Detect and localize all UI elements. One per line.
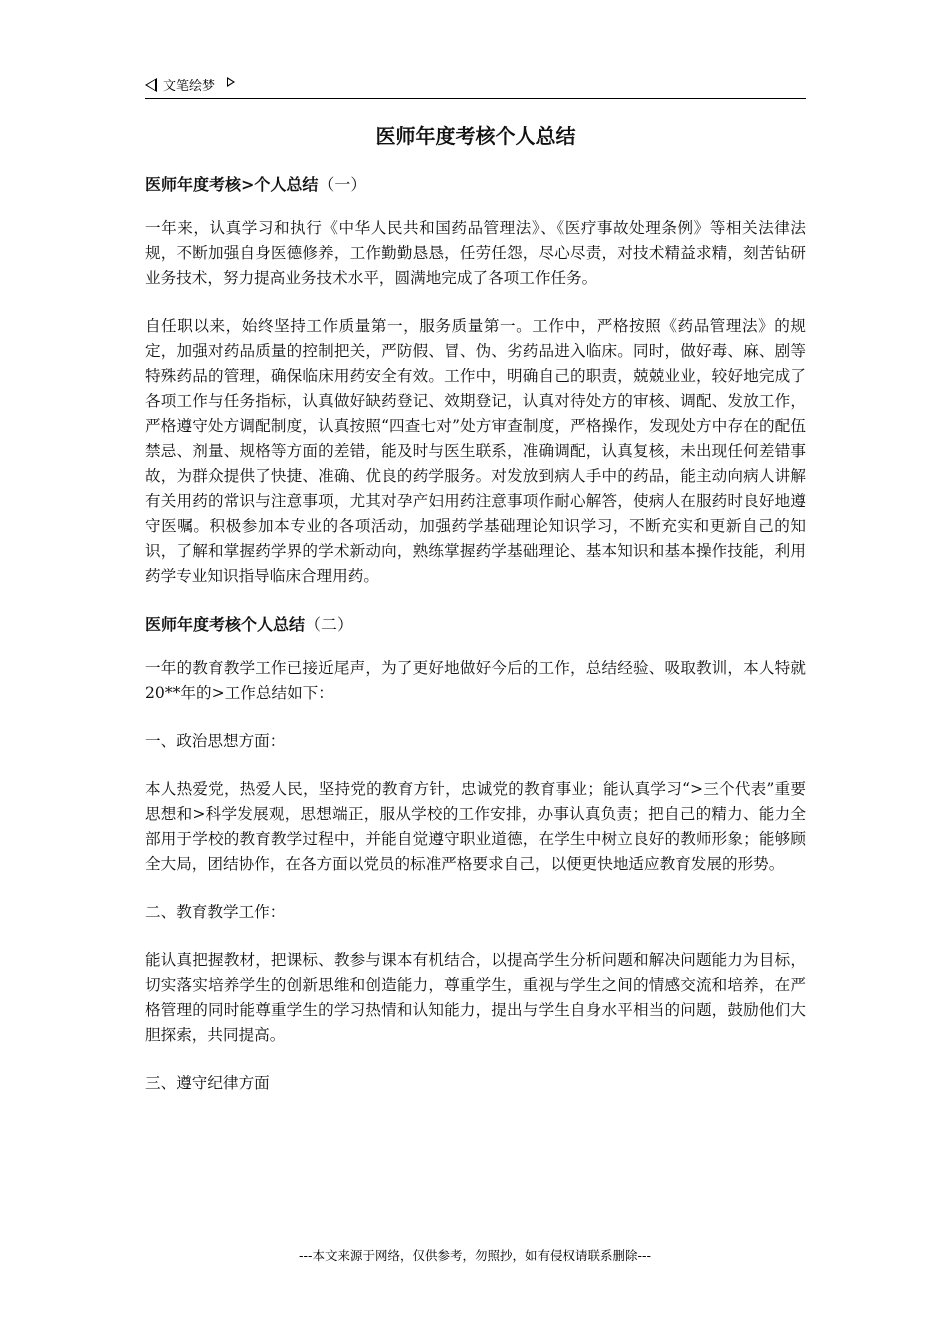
section2-heading [145,612,806,638]
brand [145,75,235,94]
footer-disclaimer: ---本文来源于网络，仅供参考，勿照抄，如有侵权请联系删除--- [298,1248,652,1263]
section1-heading-suffix: （一） [318,175,367,194]
section2-intro: 一年的教育教学工作已接近尾声，为了更好地做好今后的工作，总结经验、吸取教训，本人特就20**年的>工作总结如下： [145,659,806,702]
section2-sub1-heading: 一、政治思想方面： [145,732,286,750]
section2-sub3-heading: 三、遵守纪律方面 [145,1074,270,1092]
section2-sub1-text: 本人热爱党，热爱人民，坚持党的教育方针，忠诚党的教育事业；能认真学习“>三个代表”重要思想和>科学发展观，思想端正，服从学校的工作安排，办事认真负责；把自己的精力、能力全部用于学校的教育教学过程中，并能自觉遵守职业道德，在学生中树立良好的教师形象；能够顾全大局，团结协作，在各方面以党员的标准严格要求自己，以便更快地适应教育发展的形势。 [145,780,806,873]
section1-heading-text: 医师年度考核>个人总结 [145,175,319,194]
section1-heading [145,172,806,198]
section1-paragraph-2: 自任职以来，始终坚持工作质量第一，服务质量第一。工作中，严格按照《药品管理法》的规定，加强对药品质量的控制把关，严防假、冒、伪、劣药品进入临床。同时，做好毒、麻、剧等特殊药品的管理，确保临床用药安全有效。工作中，明确自己的职责，兢兢业业，较好地完成了各项工作与任务指标，认真做好缺药登记、效期登记，认真对待处方的审核、调配、发放工作，严格遵守处方调配制度，认真按照“四查七对”处方审查制度，严格操作，发现处方中存在的配伍禁忌、剂量、规格等方面的差错，能及时与医生联系，准确调配，认真复核，未出现任何差错事故，为群众提供了快捷、准确、优良的药学服务。对发放到病人手中的药品，能主动向病人讲解有关用药的常识与注意事项，尤其对孕产妇用药注意事项作耐心解答，使病人在服药时良好地遵守医嘱。积极参加本专业的各项活动，加强药学基础理论知识学习，不断充实和更新自己的知识，了解和掌握药学界的学术新动向，熟练掌握药学基础理论、基本知识和基本操作技能，利用药学专业知识指导临床合理用药。 [145,317,806,585]
section2-sub2-text: 能认真把握教材，把课标、教参与课本有机结合，以提高学生分析问题和解决问题能力为目标，切实落实培养学生的创新思维和创造能力，尊重学生，重视与学生之间的情感交流和培养，在严格管理的同时能尊重学生的学习热情和认知能力，提出与学生自身水平相当的问题，鼓励他们大胆探索，共同提高。 [145,951,806,1044]
brand-text: 文笔绘梦 [163,79,216,94]
document-body [145,120,806,1119]
triangle-left-icon [145,78,157,92]
document-title: 医师年度考核个人总结 [375,124,576,148]
section1-paragraph-1: 一年来，认真学习和执行《中华人民共和国药品管理法》、《医疗事故处理条例》等相关法律法规，不断加强自身医德修养，工作勤勤恳恳，任劳任怨，尽心尽责，对技术精益求精，刻苦钻研业务技术，努力提高业务技术水平，圆满地完成了各项工作任务。 [145,219,806,287]
section2-sub2-heading: 二、教育教学工作： [145,903,286,921]
page-header [145,74,806,99]
section2-heading-suffix: （二） [305,615,354,634]
section2-heading-text: 医师年度考核个人总结 [145,615,306,634]
triangle-right-icon [227,77,235,87]
